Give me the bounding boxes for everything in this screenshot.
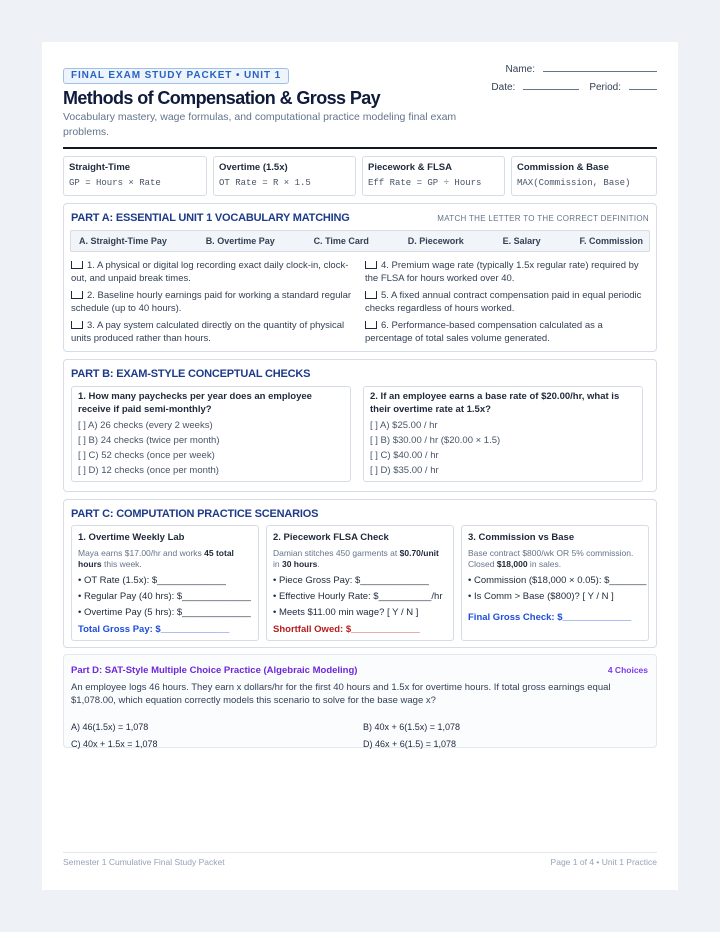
term-time-card: C. Time Card [313,236,369,246]
formula-card-commission [511,156,657,196]
term-overtime: B. Overtime Pay [205,236,275,246]
page-footer [63,852,657,867]
definition-text: 6. Performance-based compensation calculated as a percentage of total sales volume generated. [365,320,603,344]
name-field[interactable] [506,64,657,75]
part-a-title: PART A: ESSENTIAL UNIT 1 VOCABULARY MATCHING [71,212,350,224]
period-label: Period: [589,82,621,93]
answer-blank[interactable] [365,261,377,269]
choice-b[interactable]: B) 40x + 6(1.5x) = 1,078 [363,722,461,732]
shortfall-owed[interactable]: Shortfall Owed: $_____________ [273,624,420,635]
definition-item [365,259,649,285]
definition-list [71,259,649,345]
scenario-title: 3. Commission vs Base [468,532,575,543]
footer-left: Semester 1 Cumulative Final Study Packet [63,857,225,867]
choice-c[interactable]: C) 40x + 1.5x = 1,078 [71,739,158,749]
option-a[interactable]: [ ] A) 26 checks (every 2 weeks) [78,420,213,431]
date-period-row [491,82,657,93]
page-subtitle: Vocabulary mastery, wage formulas, and computational practice modeling final exam problems. [63,111,457,138]
scenario-description: Base contract $800/wk OR 5% commission. Closed $18,000 in sales. [468,548,634,569]
total-gross-pay[interactable]: Total Gross Pay: $_____________ [78,624,230,635]
term-salary: E. Salary [502,236,541,246]
scenario-commission [461,525,649,641]
answer-blank[interactable] [71,291,83,299]
answer-blank[interactable] [365,291,377,299]
option-a[interactable]: [ ] A) $25.00 / hr [370,420,438,431]
answer-line[interactable]: • Effective Hourly Rate: $__________/hr [273,591,443,602]
answer-line[interactable]: • Is Comm > Base ($800)? [ Y / N ] [468,591,614,602]
definition-item [71,319,355,345]
choice-d[interactable]: D) 46x + 6(1.5) = 1,078 [363,739,457,749]
scenario-title: 2. Piecework FLSA Check [273,532,389,543]
definition-text: 5. A fixed annual contract compensation paid in equal periodic checks regardless of hours worked. [365,290,642,314]
packet-tag: FINAL EXAM STUDY PACKET • UNIT 1 [63,68,289,84]
scenario-title: 1. Overtime Weekly Lab [78,532,185,543]
formula-card-overtime [213,156,356,196]
formula-name: Piecework & FLSA [368,162,452,173]
part-b-title: PART B: EXAM-STYLE CONCEPTUAL CHECKS [71,368,311,380]
scenario-description: Maya earns $17.00/hr and works 45 total hours this week. [78,548,234,569]
option-d[interactable]: [ ] D) 12 checks (once per month) [78,465,219,476]
part-d-multiple-choice-panel [63,654,657,748]
scenario-overtime [71,525,259,641]
option-c[interactable]: [ ] C) $40.00 / hr [370,450,439,461]
answer-line[interactable]: • Regular Pay (40 hrs): $_____________ [78,591,251,602]
formula-expression: OT Rate = R × 1.5 [219,178,311,188]
footer-page-number: Page 1 of 4 • Unit 1 Practice [550,857,657,867]
definition-text: 4. Premium wage rate (typically 1.5x regular rate) required by the FLSA for hours worked over 40. [365,260,639,284]
part-d-question: An employee logs 46 hours. They earn x dollars/hr for the first 40 hours and 1.5x for overtime hours. If total gross earnings equal $1,078.00, which equation correctly models this scenario to solve for the base wage x? [71,682,611,706]
option-c[interactable]: [ ] C) 52 checks (once per week) [78,450,215,461]
definition-text: 2. Baseline hourly earnings paid for working a standard regular schedule (up to 40 hours). [71,290,352,314]
formula-expression: GP = Hours × Rate [69,178,161,188]
scenario-piecework [266,525,454,641]
question-text: 1. How many paychecks per year does an employee receive if paid semi-monthly? [78,391,312,415]
definition-text: 1. A physical or digital log recording exact daily clock-in, clock-out, and unpaid break times. [71,260,349,284]
scenario-description: Damian stitches 450 garments at $0.70/unit in 30 hours. [273,548,439,569]
date-label: Date: [491,82,516,93]
question-text: 2. If an employee earns a base rate of $20.00/hr, what is their overtime rate at 1.5x? [370,391,620,415]
answer-line[interactable]: • Commission ($18,000 × 0.05): $_______ [468,575,647,586]
formula-expression: Eff Rate = GP ÷ Hours [368,178,482,188]
formula-name: Straight-Time [69,162,131,173]
option-b[interactable]: [ ] B) $30.00 / hr ($20.00 × 1.5) [370,435,501,446]
formula-card-piecework [362,156,505,196]
period-line[interactable] [629,89,657,90]
choices-badge: 4 Choices [607,665,648,675]
definition-text: 3. A pay system calculated directly on the quantity of physical units produced rather than hours. [71,320,345,344]
formula-card-straight-time [63,156,207,196]
answer-line[interactable]: • Piece Gross Pay: $_____________ [273,575,429,586]
date-line[interactable] [523,89,579,90]
part-c-title: PART C: COMPUTATION PRACTICE SCENARIOS [71,508,319,520]
answer-blank[interactable] [71,321,83,329]
header-divider [63,147,657,149]
name-line[interactable] [543,71,657,72]
term-commission: F. Commission [579,236,643,246]
part-a-instructions: MATCH THE LETTER TO THE CORRECT DEFINITION [437,214,649,223]
part-c-computation-panel [63,499,657,648]
definition-item [365,289,649,315]
definition-item [71,259,355,285]
part-b-conceptual-panel [63,359,657,492]
formula-name: Overtime (1.5x) [219,162,288,173]
term-piecework: D. Piecework [407,236,464,246]
term-straight-time: A. Straight-Time Pay [79,236,167,246]
term-bank [70,230,650,252]
study-packet-page [42,42,678,890]
question-1-box [71,386,351,482]
definition-item [365,319,649,345]
page-title: Methods of Compensation & Gross Pay [63,88,381,108]
option-b[interactable]: [ ] B) 24 checks (twice per month) [78,435,220,446]
option-d[interactable]: [ ] D) $35.00 / hr [370,465,439,476]
name-label: Name: [505,64,535,75]
formula-name: Commission & Base [517,162,609,173]
choice-a[interactable]: A) 46(1.5x) = 1,078 [71,722,149,732]
part-d-title: Part D: SAT-Style Multiple Choice Practice (Algebraic Modeling) [71,665,358,676]
answer-line[interactable]: • Overtime Pay (5 hrs): $_____________ [78,607,251,618]
final-gross-check[interactable]: Final Gross Check: $_____________ [468,612,632,623]
question-2-box [363,386,643,482]
definition-item [71,289,355,315]
part-a-vocabulary-panel [63,203,657,352]
formula-expression: MAX(Commission, Base) [517,178,631,188]
answer-line[interactable]: • Meets $11.00 min wage? [ Y / N ] [273,607,419,618]
answer-blank[interactable] [71,261,83,269]
answer-blank[interactable] [365,321,377,329]
answer-line[interactable]: • OT Rate (1.5x): $_____________ [78,575,226,586]
